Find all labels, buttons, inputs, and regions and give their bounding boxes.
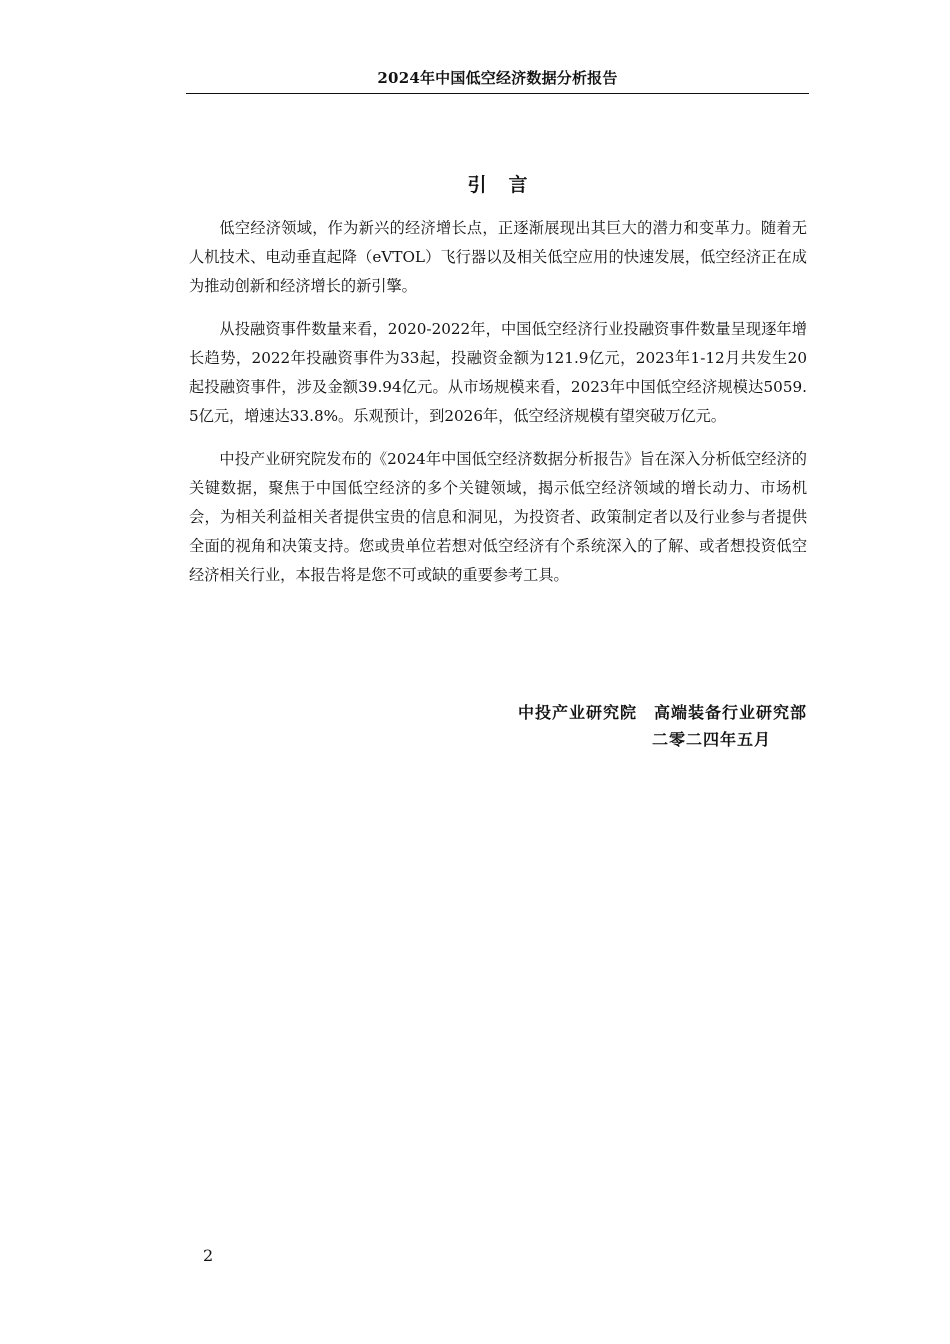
signature-block <box>518 699 807 753</box>
signature-organization: 中投产业研究院 高端装备行业研究部 <box>517 703 807 722</box>
header-divider <box>186 93 809 94</box>
paragraph-investment-data: 从投融资事件数量来看，2020-2022年，中国低空经济行业投融资事件数量呈现逐年增长趋势，2022年投融资事件为33起，投融资金额为121.9亿元，2023年1-12月共发生20起投融资事件，涉及金额39.94亿元。从市场规模来看，2023年中国低空经济规模达5059.5亿元，增速达33.8%。乐观预计，到2026年，低空经济规模有望突破万亿元。 <box>189 320 807 425</box>
paragraph-intro: 低空经济领域，作为新兴的经济增长点，正逐渐展现出其巨大的潜力和变革力。随着无人机技术、电动垂直起降（eVTOL）飞行器以及相关低空应用的快速发展，低空经济正在成为推动创新和经济增长的新引擎。 <box>189 219 807 295</box>
page-number: 2 <box>203 1246 214 1265</box>
signature-date: 二零二四年五月 <box>651 730 771 749</box>
body-text <box>189 214 807 604</box>
paragraph-report-purpose: 中投产业研究院发布的《2024年中国低空经济数据分析报告》旨在深入分析低空经济的关键数据，聚焦于中国低空经济的多个关键领域，揭示低空经济领域的增长动力、市场机会，为相关利益相关者提供宝贵的信息和洞见，为投资者、政策制定者以及行业参与者提供全面的视角和决策支持。您或贵单位若想对低空经济有个系统深入的了解、或者想投资低空经济相关行业，本报告将是您不可或缺的重要参考工具。 <box>189 450 807 584</box>
section-title: 引言 <box>467 174 550 196</box>
running-header-title: 2024年中国低空经济数据分析报告 <box>377 69 618 87</box>
